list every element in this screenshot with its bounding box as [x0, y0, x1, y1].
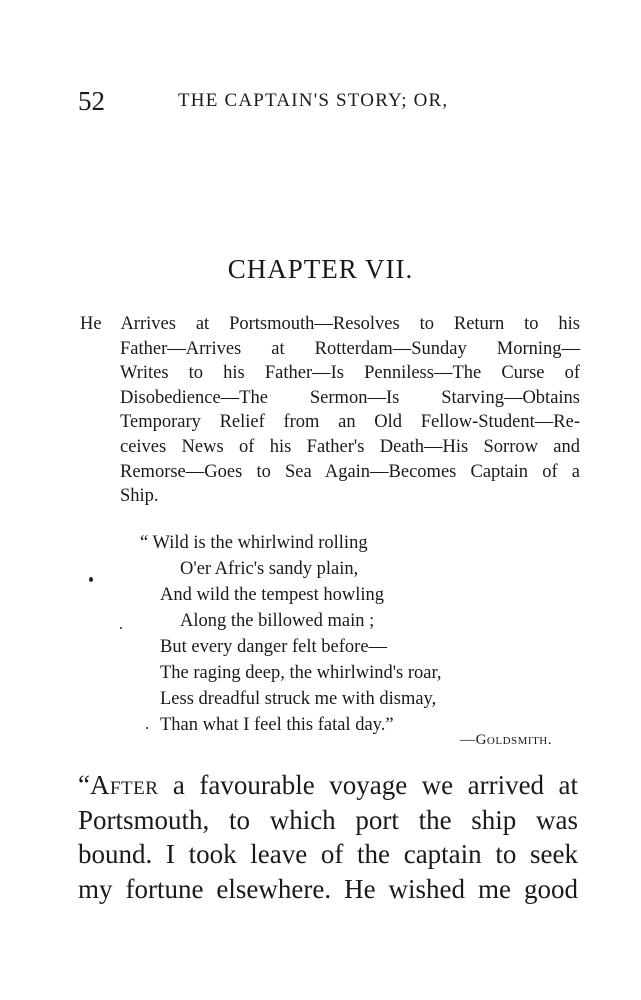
page-number: 52: [78, 86, 105, 116]
synopsis-line: Writes to his Father—Is Penniless—The Curse of: [120, 363, 580, 384]
poem-line: But every danger felt before—: [160, 637, 388, 657]
chapter-synopsis: [80, 312, 580, 509]
synopsis-line: Remorse—Goes to Sea Again—Becomes Captain of a: [120, 461, 580, 482]
epigraph-poem: [140, 530, 560, 738]
poem-line: Less dreadful struck me with dismay,: [160, 689, 437, 709]
synopsis-line: Father—Arrives at Rotterdam—Sunday Morning—: [120, 338, 580, 359]
poem-line: Along the billowed main ;: [180, 611, 375, 631]
poem-line: “ Wild is the whirlwind rolling: [140, 533, 368, 553]
body-line: [78, 768, 578, 803]
chapter-title: CHAPTER VII.: [227, 254, 414, 284]
poem-line: Than what I feel this fatal day.”: [160, 715, 394, 735]
ink-speck: [89, 577, 93, 582]
body-line: Portsmouth, to which port the ship was: [78, 804, 578, 835]
epigraph-attribution: —Goldsmith.: [460, 732, 552, 748]
poem-line: And wild the tempest howling: [160, 585, 385, 605]
body-paragraph: [78, 768, 578, 906]
synopsis-line: He Arrives at Portsmouth—Resolves to Return to his: [80, 314, 580, 334]
poem-line: O'er Afric's sandy plain,: [180, 559, 359, 579]
synopsis-line: ceives News of his Father's Death—His Sorrow and: [120, 436, 580, 457]
body-line-text: a favourable voyage we arrived at: [158, 770, 578, 800]
ink-speck: [120, 627, 122, 629]
synopsis-line: Temporary Relief from an Old Fellow-Student—Re-: [120, 412, 580, 433]
body-line: bound. I took leave of the captain to seek: [78, 839, 578, 869]
running-head: [78, 86, 578, 116]
body-line: my fortune elsewhere. He wished me good: [78, 873, 578, 904]
running-title: THE CAPTAIN'S STORY; OR,: [178, 90, 449, 111]
ink-speck: [146, 727, 148, 729]
opening-quote: “: [78, 770, 90, 800]
synopsis-line: Ship.: [120, 486, 159, 507]
synopsis-line: Disobedience—The Sermon—Is Starving—Obtains: [120, 387, 580, 408]
lead-word: After: [89, 770, 159, 800]
poem-line: The raging deep, the whirlwind's roar,: [160, 663, 442, 683]
